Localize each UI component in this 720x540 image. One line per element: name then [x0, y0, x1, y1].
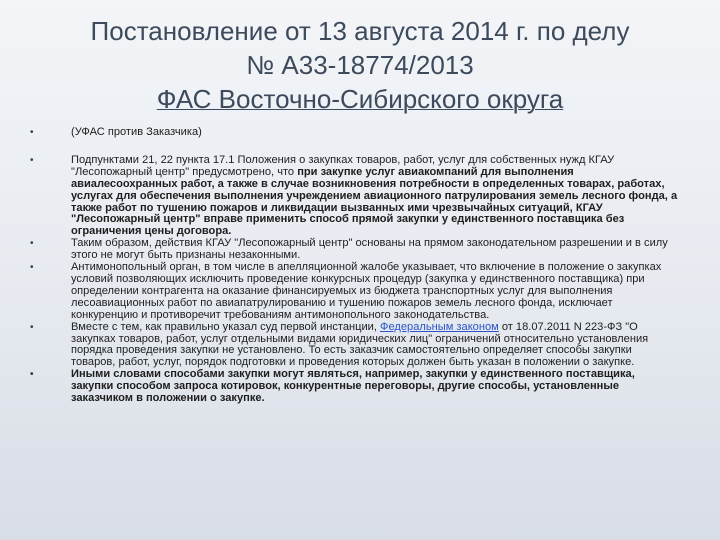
- list-item: [30, 369, 678, 405]
- bullet-icon: •: [30, 154, 34, 166]
- bullet-icon: •: [30, 321, 34, 333]
- item-text: Подпунктами 21, 22 пункта 17.1 Положения о закупках товаров, работ, услуг для собственных нужд КГАУ "Лесопожарный центр" предусмотрено, что: [71, 153, 615, 178]
- title-case-number: № А33-18774/2013: [246, 50, 474, 80]
- slide-title: [30, 14, 690, 116]
- bullet-icon: •: [30, 238, 34, 250]
- bullet-list: [30, 127, 678, 405]
- bullet-icon: •: [30, 369, 34, 381]
- list-item: [30, 155, 678, 238]
- item-text: от 18.07.2011 N 223-ФЗ "О закупках товаров, работ, услуг отдельными видами юридических лиц" ограничений относительно установления порядка проведения закупки не установлено. То есть заказчик самостоятельно определяет способы закупки товаров, работ, услуг, порядок подготовки и проведения которых должен быть указан в положении о закупке.: [71, 320, 649, 369]
- list-item: [30, 322, 678, 370]
- list-item: [30, 127, 678, 139]
- item-text-bold: Иными словами способами закупки могут являться, например, закупки у единственного поставщика, закупки способом запроса котировок, конкурентные переговоры, другие способы, установленные заказчиком в положении о закупке.: [71, 368, 635, 405]
- bullet-icon: •: [30, 262, 34, 274]
- item-text: Таким образом, действия КГАУ "Лесопожарный центр" основаны на прямом законодательном разрешении и в силу этого не могут быть признаны незаконными.: [71, 237, 668, 262]
- bullet-icon: •: [30, 127, 34, 138]
- title-court-name: ФАС Восточно-Сибирского округа: [156, 84, 564, 114]
- item-text: Вместе с тем, как правильно указал суд первой инстанции,: [71, 320, 381, 333]
- item-text: (УФАС против Заказчика): [71, 126, 202, 138]
- list-item: [30, 262, 678, 322]
- item-text: Антимонопольный орган, в том числе в апелляционной жалобе указывает, что включение в положение о закупках условий позволяющих исключить проведение конкурсных процедур (закупка у единственного поставщика) при определении контрагента на оказание финансируемых из бюджета транспортных услуг для выполнения лесоавиационных работ по авиапатрулированию и тушению пожаров земель лесного фонда, исключает конкуренцию и противоречит требованиям антимонопольного законодательства.: [71, 261, 662, 321]
- list-item: [30, 238, 678, 262]
- item-text-bold: при закупке услуг авиакомпаний для выполнения авиалесоохранных работ, а также в случае возникновения потребности в определенных товарах, работах, услугах для обеспечения выполнения учреждением авиационного патрулирования земель лесного фонда, а также работ по тушению пожаров и ликвидации вызванных ими чрезвычайных ситуаций, КГАУ "Лесопожарный центр" вправе применить способ прямой закупки у единственного поставщика без ограничения цены договора.: [71, 165, 678, 238]
- federal-law-link[interactable]: Федеральным законом: [380, 320, 499, 333]
- title-line-1: Постановление от 13 августа 2014 г. по делу: [90, 16, 630, 46]
